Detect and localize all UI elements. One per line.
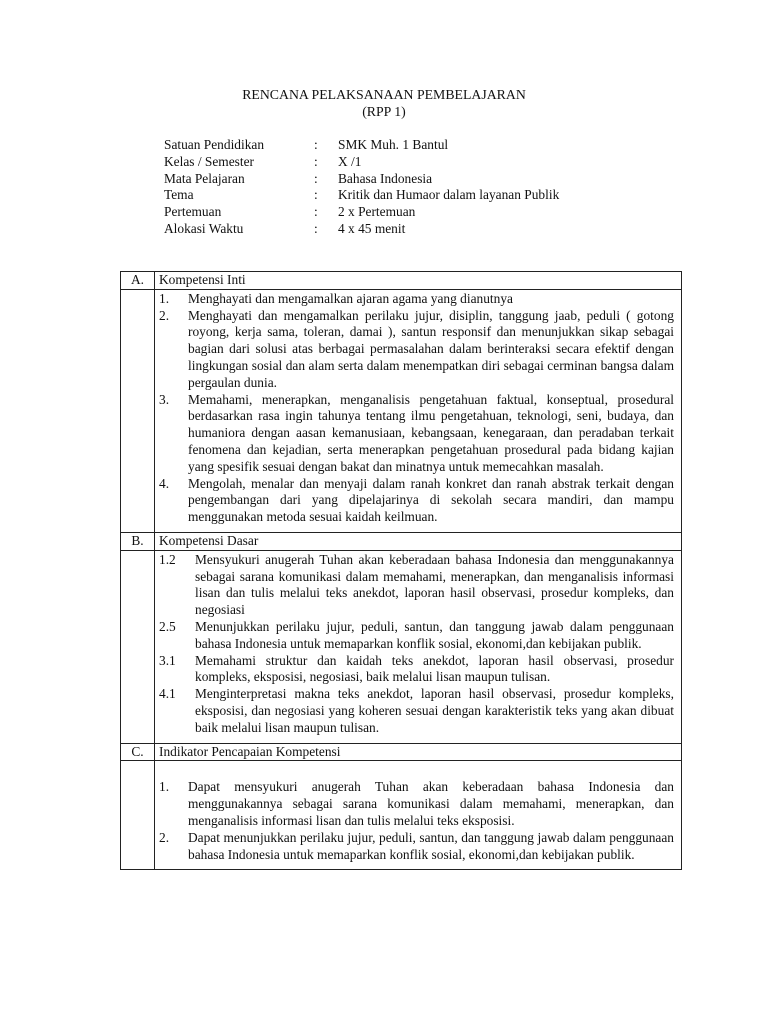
item-number: 2. bbox=[159, 829, 170, 845]
section-c-header-row bbox=[121, 743, 682, 761]
section-a-header-row bbox=[121, 272, 682, 290]
item-number: 2.5 bbox=[159, 618, 176, 634]
info-value: 4 x 45 menit bbox=[338, 220, 406, 236]
info-label: Mata Pelajaran bbox=[164, 170, 245, 186]
section-c-body-row bbox=[121, 761, 682, 870]
list-item bbox=[159, 476, 674, 526]
section-letter: A. bbox=[121, 272, 155, 290]
list-item bbox=[159, 619, 674, 653]
list-item bbox=[159, 686, 674, 736]
list-item bbox=[159, 291, 674, 308]
section-heading: Indikator Pencapaian Kompetensi bbox=[155, 743, 682, 761]
info-value: 2 x Pertemuan bbox=[338, 204, 416, 220]
section-body bbox=[155, 550, 682, 743]
section-letter-blank bbox=[121, 289, 155, 532]
section-letter: C. bbox=[121, 743, 155, 761]
item-text: Memahami struktur dan kaidah teks anekdot, laporan hasil observasi, prosedur kompleks, eksposisi, negosiasi, baik melalui lisan maupun tulisan. bbox=[195, 652, 674, 685]
list-item bbox=[159, 653, 674, 687]
section-body bbox=[155, 761, 682, 870]
item-number: 4. bbox=[159, 475, 170, 491]
info-label: Tema bbox=[164, 187, 194, 203]
item-number: 1. bbox=[159, 290, 170, 306]
section-heading: Kompetensi Inti bbox=[155, 272, 682, 290]
item-number: 3. bbox=[159, 391, 170, 407]
item-number: 4.1 bbox=[159, 686, 176, 702]
info-colon: : bbox=[314, 137, 318, 152]
info-value: Kritik dan Humaor dalam layanan Publik bbox=[338, 187, 560, 203]
spacer bbox=[159, 762, 674, 779]
item-text: Menghayati dan mengamalkan perilaku jujur, disiplin, tanggung jaab, peduli ( gotong royong, kerja sama, toleran, damai ), santun responsif dan menunjukkan sikap sebagai bagian dari solusi atas berbagai permasalahan dalam berinteraksi secara efektif dengan lingkungan sosial dan alam serta dalam menempatkan diri sebagai cerminan bangsa dalam pergaulan dunia. bbox=[188, 307, 674, 390]
item-text: Mensyukuri anugerah Tuhan akan keberadaan bahasa Indonesia dan menggunakannya sebagai sarana komunikasi dalam memahami, menerapkan, dan menganalisis informasi lisan dan tulis melalui teks anekdot, laporan hasil observasi, prosedur kompleks, dan negosiasi bbox=[195, 551, 674, 618]
info-value: Bahasa Indonesia bbox=[338, 170, 433, 186]
section-heading: Kompetensi Dasar bbox=[155, 532, 682, 550]
item-text: Dapat mensyukuri anugerah Tuhan akan keberadaan bahasa Indonesia dan menggunakannya sebagai sarana komunikasi dalam memahami, menerapkan, dan menganalisis informasi lisan dan tulis melalui teks eksposisi. bbox=[188, 779, 674, 828]
document-title: RENCANA PELAKSANAAN PEMBELAJARAN bbox=[242, 87, 526, 102]
info-label: Satuan Pendidikan bbox=[164, 137, 265, 152]
competency-table bbox=[120, 271, 682, 870]
document-subtitle: (RPP 1) bbox=[362, 104, 406, 119]
info-row bbox=[164, 154, 559, 171]
info-colon: : bbox=[314, 170, 318, 186]
info-colon: : bbox=[314, 204, 318, 220]
item-number: 3.1 bbox=[159, 652, 176, 668]
item-number: 1.2 bbox=[159, 551, 176, 567]
list-item bbox=[159, 392, 674, 476]
section-body bbox=[155, 289, 682, 532]
list-item bbox=[159, 830, 674, 864]
section-letter-blank bbox=[121, 761, 155, 870]
info-block bbox=[164, 137, 559, 238]
info-row bbox=[164, 187, 559, 204]
section-letter: B. bbox=[121, 532, 155, 550]
info-colon: : bbox=[314, 187, 318, 203]
list-item bbox=[159, 779, 674, 829]
item-number: 1. bbox=[159, 779, 170, 795]
info-label: Kelas / Semester bbox=[164, 153, 254, 169]
info-colon: : bbox=[314, 153, 318, 169]
info-label: Alokasi Waktu bbox=[164, 220, 244, 236]
info-value: SMK Muh. 1 Bantul bbox=[338, 137, 449, 152]
info-row bbox=[164, 137, 559, 154]
item-text: Dapat menunjukkan perilaku jujur, peduli, santun, dan tanggung jawab dalam penggunaan bahasa Indonesia untuk memaparkan konflik sosial, ekonomi,dan kebijakan publik. bbox=[188, 829, 674, 862]
section-a-body-row bbox=[121, 289, 682, 532]
item-text: Menginterpretasi makna teks anekdot, laporan hasil observasi, prosedur kompleks, eksposisi, dan negosiasi yang koheren sesuai dengan karakteristik teks yang akan dibuat baik melalui lisan maupun tulisan. bbox=[195, 686, 674, 735]
section-b-header-row bbox=[121, 532, 682, 550]
item-text: Mengolah, menalar dan menyaji dalam ranah konkret dan ranah abstrak terkait dengan pengembangan dari yang dipelajarinya di sekolah secara mandiri, dan mampu menggunakan metoda sesuai kaidah keilmuan. bbox=[188, 475, 674, 525]
list-item bbox=[159, 552, 674, 619]
info-colon: : bbox=[314, 220, 318, 236]
section-b-body-row bbox=[121, 550, 682, 743]
info-label: Pertemuan bbox=[164, 204, 222, 220]
info-row bbox=[164, 171, 559, 188]
item-text: Menunjukkan perilaku jujur, peduli, santun, dan tanggung jawab dalam penggunaan bahasa Indonesia untuk memaparkan konflik sosial, ekonomi,dan kebijakan publik. bbox=[195, 618, 674, 651]
info-row bbox=[164, 204, 559, 221]
section-letter-blank bbox=[121, 550, 155, 743]
item-number: 2. bbox=[159, 307, 170, 323]
item-text: Memahami, menerapkan, menganalisis pengetahuan faktual, konseptual, prosedural berdasarkan rasa ingin tahunya tentang ilmu pengetahuan, teknologi, seni, budaya, dan humaniora dengan aasan kemanusiaan, kebangsaan, kenegaraan, dan peradaban terkait fenomena dan kejadian, serta menerapkan pengetahuan prosedural pada bidang kajian yang spesifik sesuai dengan bakat dan minatnya untuk memecahkan masalah. bbox=[188, 391, 674, 474]
info-row bbox=[164, 221, 559, 238]
info-value: X /1 bbox=[338, 153, 362, 169]
list-item bbox=[159, 308, 674, 392]
item-text: Menghayati dan mengamalkan ajaran agama yang dianutnya bbox=[188, 290, 513, 306]
